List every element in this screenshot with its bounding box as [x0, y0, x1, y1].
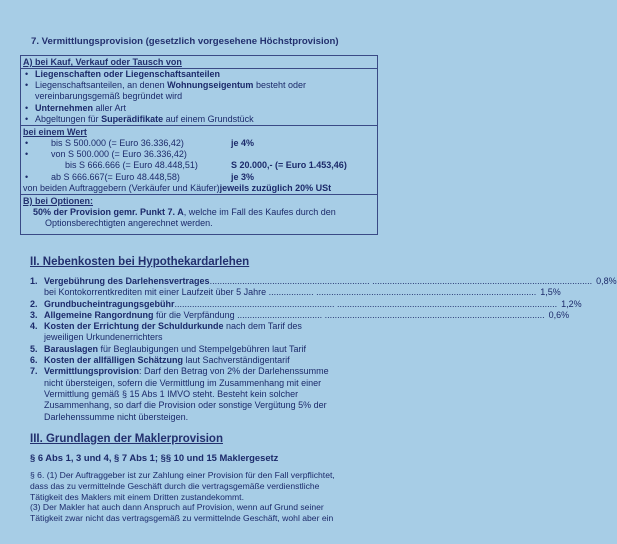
list-item: Darlehenssumme nicht übersteigen. [44, 411, 189, 422]
options-text: 50% der Provision gemr. Punkt 7. A, welche im Fall des Kaufes durch den [33, 207, 336, 218]
list-item: 3. Allgemeine Rangordnung für die Verpfändung .................................. ........................................................................................ 0,6% [30, 309, 570, 320]
list-item: 4. Kosten der Errichtung der Schuldurkunde nach dem Tarif des [30, 321, 302, 332]
paragraph-6: § 6. (1) Der Auftraggeber ist zur Zahlung einer Provision für den Fall verpflichtet, dass das zu vermittelnde Geschäft durch die vertragsgemäße verdienstliche Tätigkeit des Maklers mit einem Dritten zustandekommt. (3) Der Makler hat auch dann Anspruch auf Provision, wenn auf Grund seiner Tätigkeit zwar nicht das vertragsgemäß zu vermittelnde Geschäft, wohl aber ein [30, 470, 335, 524]
wert-row: bis S 666.666 (= Euro 48.448,51) S 20.000,- (= Euro 1.453,46) [65, 160, 347, 171]
box-a-heading: A) bei Kauf, Verkauf oder Tausch von [23, 57, 182, 67]
provision-box [20, 55, 378, 235]
list-item: 5. Barauslagen für Beglaubigungen und Stempelgebühren laut Tarif [30, 343, 307, 354]
section-7-title: 7. Vermittlungsprovision (gesetzlich vorgesehene Höchstprovision) [31, 36, 339, 47]
bullet-item: • Liegenschaftsanteilen, an denen Wohnungseigentum besteht oder [21, 80, 377, 91]
bullet-item: • Abgeltungen für Superädifikate auf einem Grundstück [21, 114, 377, 125]
wert-row: • von S 500.000 (= Euro 36.336,42) [21, 149, 377, 160]
list-item: 2. Grundbucheintragungsgebühr................................................................ ........................................................................................ 1,2% [30, 298, 582, 309]
box-b-heading: B) bei Optionen: [23, 196, 93, 207]
options-text-2: Optionsberechtigten angerechnet werden. [45, 218, 213, 229]
list-item: nicht übersteigen, sofern die Vermittlung im Zusammenhang mit einer [44, 377, 322, 388]
wert-row: • ab S 666.667(= Euro 48.448,58) je 3% [21, 172, 377, 183]
bullet-item: • Liegenschaften oder Liegenschaftsanteilen [21, 69, 377, 80]
bullet-item: • Unternehmen aller Art [21, 103, 377, 114]
list-item: Vermittlung gemäß § 15 Abs 1 IMVO steht. Besteht kein solcher [44, 388, 299, 399]
wert-heading: bei einem Wert [23, 127, 87, 138]
costs-list [30, 276, 617, 423]
section-3-title: III. Grundlagen der Maklerprovision [30, 433, 223, 445]
section-3-subtitle: § 6 Abs 1, 3 und 4, § 7 Abs 1; §§ 10 und 15 Maklergesetz [30, 452, 279, 463]
list-item: jeweiligen Urkundenerrichters [44, 332, 163, 343]
list-item: 1. Vergebührung des Darlehensvertrages................................................................ ........................................................................................ 0,8% [30, 276, 617, 286]
list-item: bei Kontokorrentkrediten mit einer Laufzeit über 5 Jahre .................. ........................................................................................ 1,5% [44, 287, 561, 298]
list-item: Zusammenhang, so darf die Provision oder sonstige Vergütung 5% der [44, 400, 327, 411]
auftraggeber-line: von beiden Auftraggebern (Verkäufer und Käufer)jeweils zuzüglich 20% USt [23, 182, 332, 193]
section-2-title: II. Nebenkosten bei Hypothekardarlehen [30, 256, 250, 268]
wert-row: • bis S 500.000 (= Euro 36.336,42) je 4% [21, 138, 377, 149]
list-item: 6. Kosten der allfälligen Schätzung laut Sachverständigentarif [30, 355, 290, 366]
list-item: 7. Vermittlungsprovision: Darf den Betrag von 2% der Darlehenssumme [30, 366, 329, 377]
bullet-continuation: vereinbarungsgemäß begründet wird [35, 91, 183, 102]
